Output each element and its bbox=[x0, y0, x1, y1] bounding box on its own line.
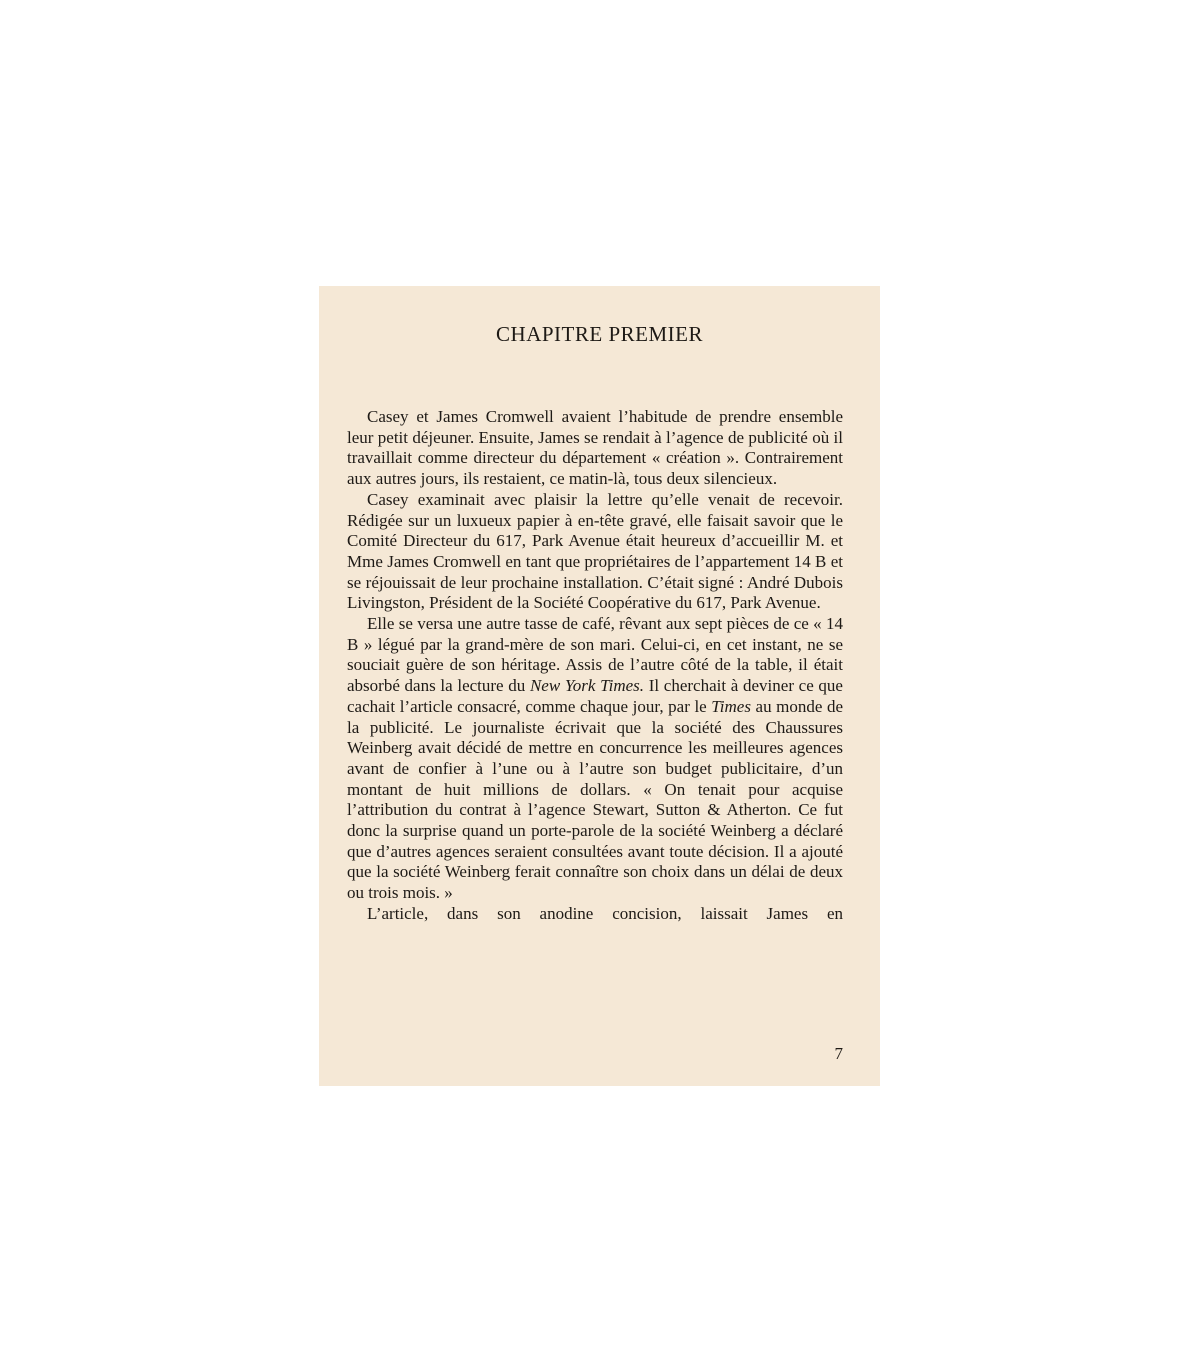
paragraph-1 bbox=[347, 407, 843, 490]
italic-title-new-york-times: New York Times. bbox=[529, 676, 645, 696]
paragraph-text: au monde de la publicité. Le journaliste écrivait que la société des Chaussures Weinberg avait décidé de mettre en concurrence les meilleures agences avant de confier à l’une ou à l’autre son budget publicitaire, d’un montant de huit millions de dollars. « On tenait pour acquise l’attribution du contrat à l’agence Stewart, Sutton & Atherton. Ce fut donc la surprise quand un porte-parole de la société Weinberg a déclaré que d’autres agences seraient consultées avant toute décision. Il a ajouté que la société Weinberg ferait connaître son choix dans un délai de deux ou trois mois. » bbox=[347, 696, 844, 903]
italic-title-times: Times bbox=[711, 696, 751, 716]
paragraph-text: Casey et James Cromwell avaient l’habitude de prendre ensemble leur petit déjeuner. Ensuite, James se rendait à l’agence de publicité où il travaillait comme directeur du département « création ». Contrairement aux autres jours, ils restaient, ce matin-là, tous deux silencieux. bbox=[347, 407, 843, 489]
paragraph-4 bbox=[347, 904, 843, 925]
page-number: 7 bbox=[834, 1044, 843, 1063]
chapter-title: CHAPITRE PREMIER bbox=[496, 322, 703, 346]
paragraph-text: Elle se versa une autre tasse de café, rêvant aux sept pièces de ce « 14 B » légué par la grand-mère de son mari. Celui-ci, en cet instant, ne se souciait guère de son héritage. Assis de l’autre côté de la table, il était absorbé dans la lecture du bbox=[347, 614, 843, 696]
book-page bbox=[319, 286, 880, 1086]
body-text bbox=[347, 407, 843, 925]
paragraph-3 bbox=[347, 614, 843, 904]
paragraph-text: Casey examinait avec plaisir la lettre qu’elle venait de recevoir. Rédigée sur un luxueux papier à en-tête gravé, elle faisait savoir que le Comité Directeur du 617, Park Avenue était heureux d’accueillir M. et Mme James Cromwell en tant que propriétaires de l’appartement 14 B et se réjouissait de leur prochaine installation. C’était signé : André Dubois Livingston, Président de la Société Coopérative du 617, Park Avenue. bbox=[347, 489, 843, 613]
paragraph-text: Il cherchait à deviner ce que cachait l’article consacré, comme chaque jour, par le bbox=[347, 676, 843, 716]
paragraph-2 bbox=[347, 490, 843, 614]
paragraph-text: L’article, dans son anodine concision, laissait James en bbox=[367, 903, 843, 923]
